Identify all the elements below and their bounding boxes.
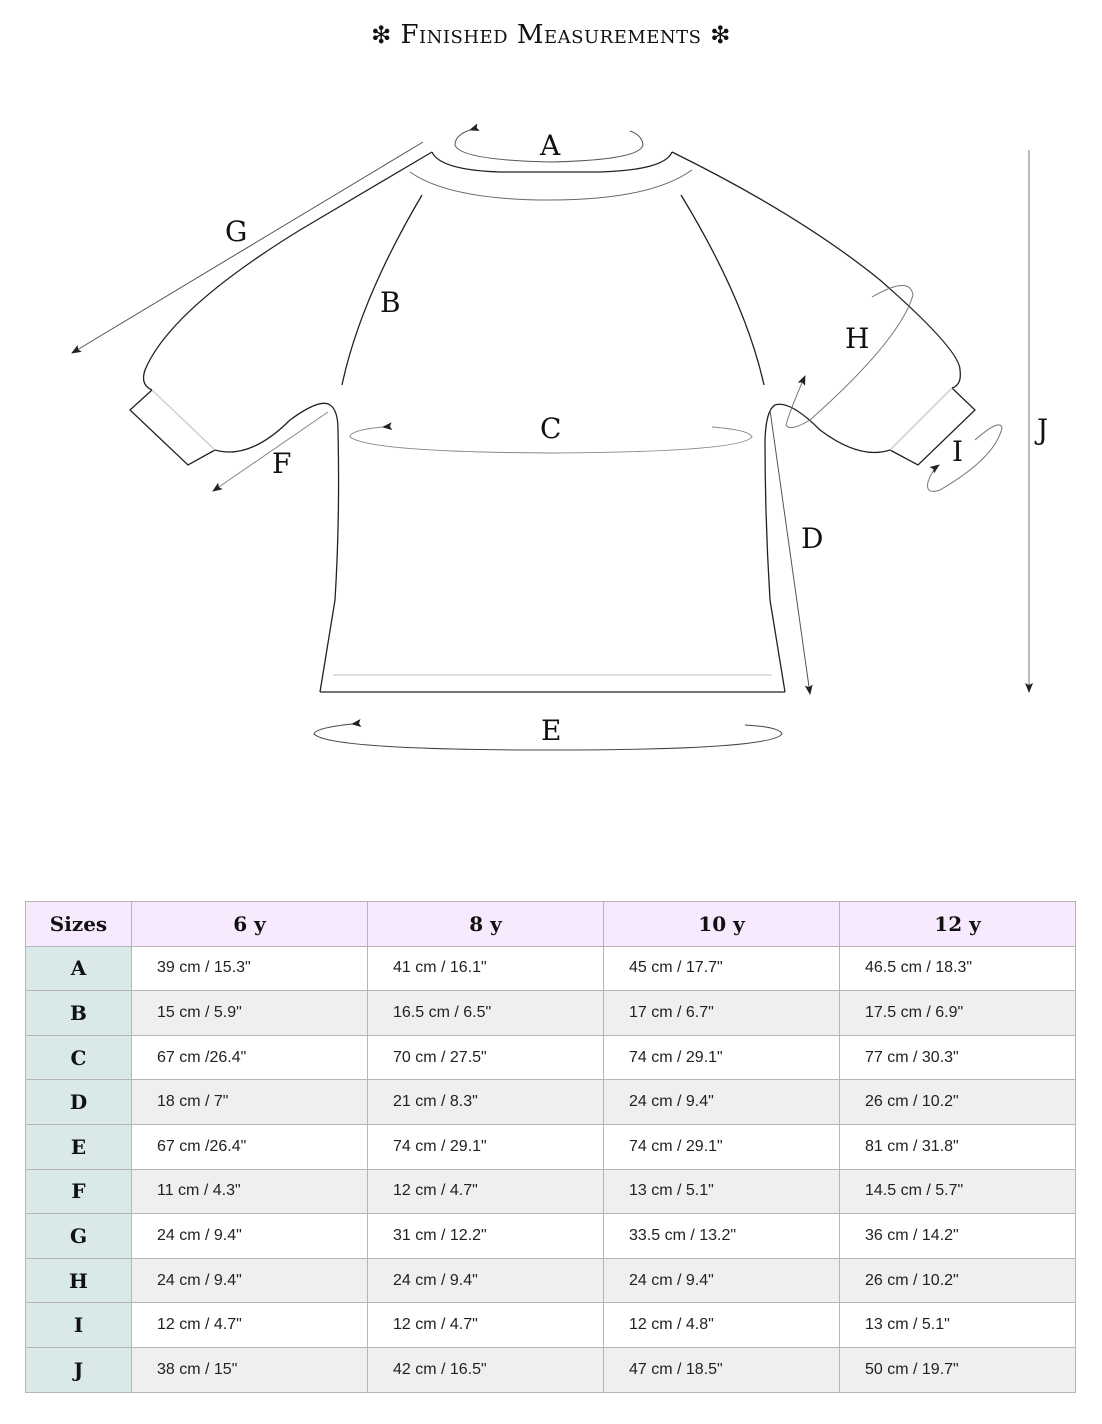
cell: 31 cm / 12.2"	[368, 1214, 604, 1259]
table-row	[26, 1169, 1076, 1214]
cell: 13 cm / 5.1"	[840, 1303, 1076, 1348]
row-key: B	[26, 991, 132, 1036]
cell: 12 cm / 4.7"	[368, 1303, 604, 1348]
label-h: H	[845, 322, 870, 355]
cell: 21 cm / 8.3"	[368, 1080, 604, 1125]
table-row	[26, 1124, 1076, 1169]
table-row	[26, 991, 1076, 1036]
cell: 77 cm / 30.3"	[840, 1035, 1076, 1080]
cell: 74 cm / 29.1"	[604, 1035, 840, 1080]
ornament-left-icon: ❇	[371, 21, 392, 49]
cell: 16.5 cm / 6.5"	[368, 991, 604, 1036]
header-sizes: Sizes	[26, 902, 132, 947]
label-d: D	[801, 522, 824, 555]
cell: 74 cm / 29.1"	[368, 1124, 604, 1169]
table-row	[26, 1080, 1076, 1125]
cell: 47 cm / 18.5"	[604, 1347, 840, 1392]
cell: 24 cm / 9.4"	[604, 1258, 840, 1303]
table-row	[26, 946, 1076, 991]
label-b: B	[380, 286, 401, 319]
cell: 39 cm / 15.3"	[132, 946, 368, 991]
cell: 67 cm /26.4"	[132, 1124, 368, 1169]
label-e: E	[541, 714, 562, 747]
cell: 17.5 cm / 6.9"	[840, 991, 1076, 1036]
cell: 24 cm / 9.4"	[132, 1258, 368, 1303]
row-key: C	[26, 1035, 132, 1080]
table-row	[26, 1258, 1076, 1303]
cell: 45 cm / 17.7"	[604, 946, 840, 991]
cell: 24 cm / 9.4"	[604, 1080, 840, 1125]
cell: 12 cm / 4.7"	[368, 1169, 604, 1214]
table-row	[26, 1347, 1076, 1392]
row-key: F	[26, 1169, 132, 1214]
row-key: J	[26, 1347, 132, 1392]
ornament-right-icon: ❇	[710, 21, 731, 49]
cell: 81 cm / 31.8"	[840, 1124, 1076, 1169]
measurements-table	[25, 901, 1076, 1393]
cell: 26 cm / 10.2"	[840, 1258, 1076, 1303]
row-key: H	[26, 1258, 132, 1303]
cell: 42 cm / 16.5"	[368, 1347, 604, 1392]
row-key: E	[26, 1124, 132, 1169]
table-header-row	[26, 902, 1076, 947]
cell: 14.5 cm / 5.7"	[840, 1169, 1076, 1214]
label-g: G	[225, 215, 248, 248]
table-row	[26, 1035, 1076, 1080]
header-6y: 6 y	[132, 902, 368, 947]
row-key: A	[26, 946, 132, 991]
label-c: C	[540, 412, 562, 445]
cell: 15 cm / 5.9"	[132, 991, 368, 1036]
cell: 26 cm / 10.2"	[840, 1080, 1076, 1125]
label-a: A	[540, 129, 561, 162]
label-j: J	[1037, 413, 1049, 446]
cell: 12 cm / 4.8"	[604, 1303, 840, 1348]
cell: 17 cm / 6.7"	[604, 991, 840, 1036]
cell: 24 cm / 9.4"	[132, 1214, 368, 1259]
cell: 24 cm / 9.4"	[368, 1258, 604, 1303]
header-12y: 12 y	[840, 902, 1076, 947]
sweater-schematic	[0, 80, 1102, 800]
cell: 74 cm / 29.1"	[604, 1124, 840, 1169]
title-text: Finished Measurements	[400, 20, 702, 50]
row-key: I	[26, 1303, 132, 1348]
cell: 46.5 cm / 18.3"	[840, 946, 1076, 991]
cell: 70 cm / 27.5"	[368, 1035, 604, 1080]
cell: 12 cm / 4.7"	[132, 1303, 368, 1348]
cell: 18 cm / 7"	[132, 1080, 368, 1125]
cell: 67 cm /26.4"	[132, 1035, 368, 1080]
cell: 11 cm / 4.3"	[132, 1169, 368, 1214]
cell: 41 cm / 16.1"	[368, 946, 604, 991]
table-row	[26, 1303, 1076, 1348]
cell: 33.5 cm / 13.2"	[604, 1214, 840, 1259]
cell: 13 cm / 5.1"	[604, 1169, 840, 1214]
label-f: F	[272, 447, 292, 480]
label-i: I	[952, 435, 964, 468]
cell: 50 cm / 19.7"	[840, 1347, 1076, 1392]
header-8y: 8 y	[368, 902, 604, 947]
page-title	[0, 20, 1102, 50]
cell: 36 cm / 14.2"	[840, 1214, 1076, 1259]
row-key: G	[26, 1214, 132, 1259]
header-10y: 10 y	[604, 902, 840, 947]
cell: 38 cm / 15"	[132, 1347, 368, 1392]
table-row	[26, 1214, 1076, 1259]
row-key: D	[26, 1080, 132, 1125]
